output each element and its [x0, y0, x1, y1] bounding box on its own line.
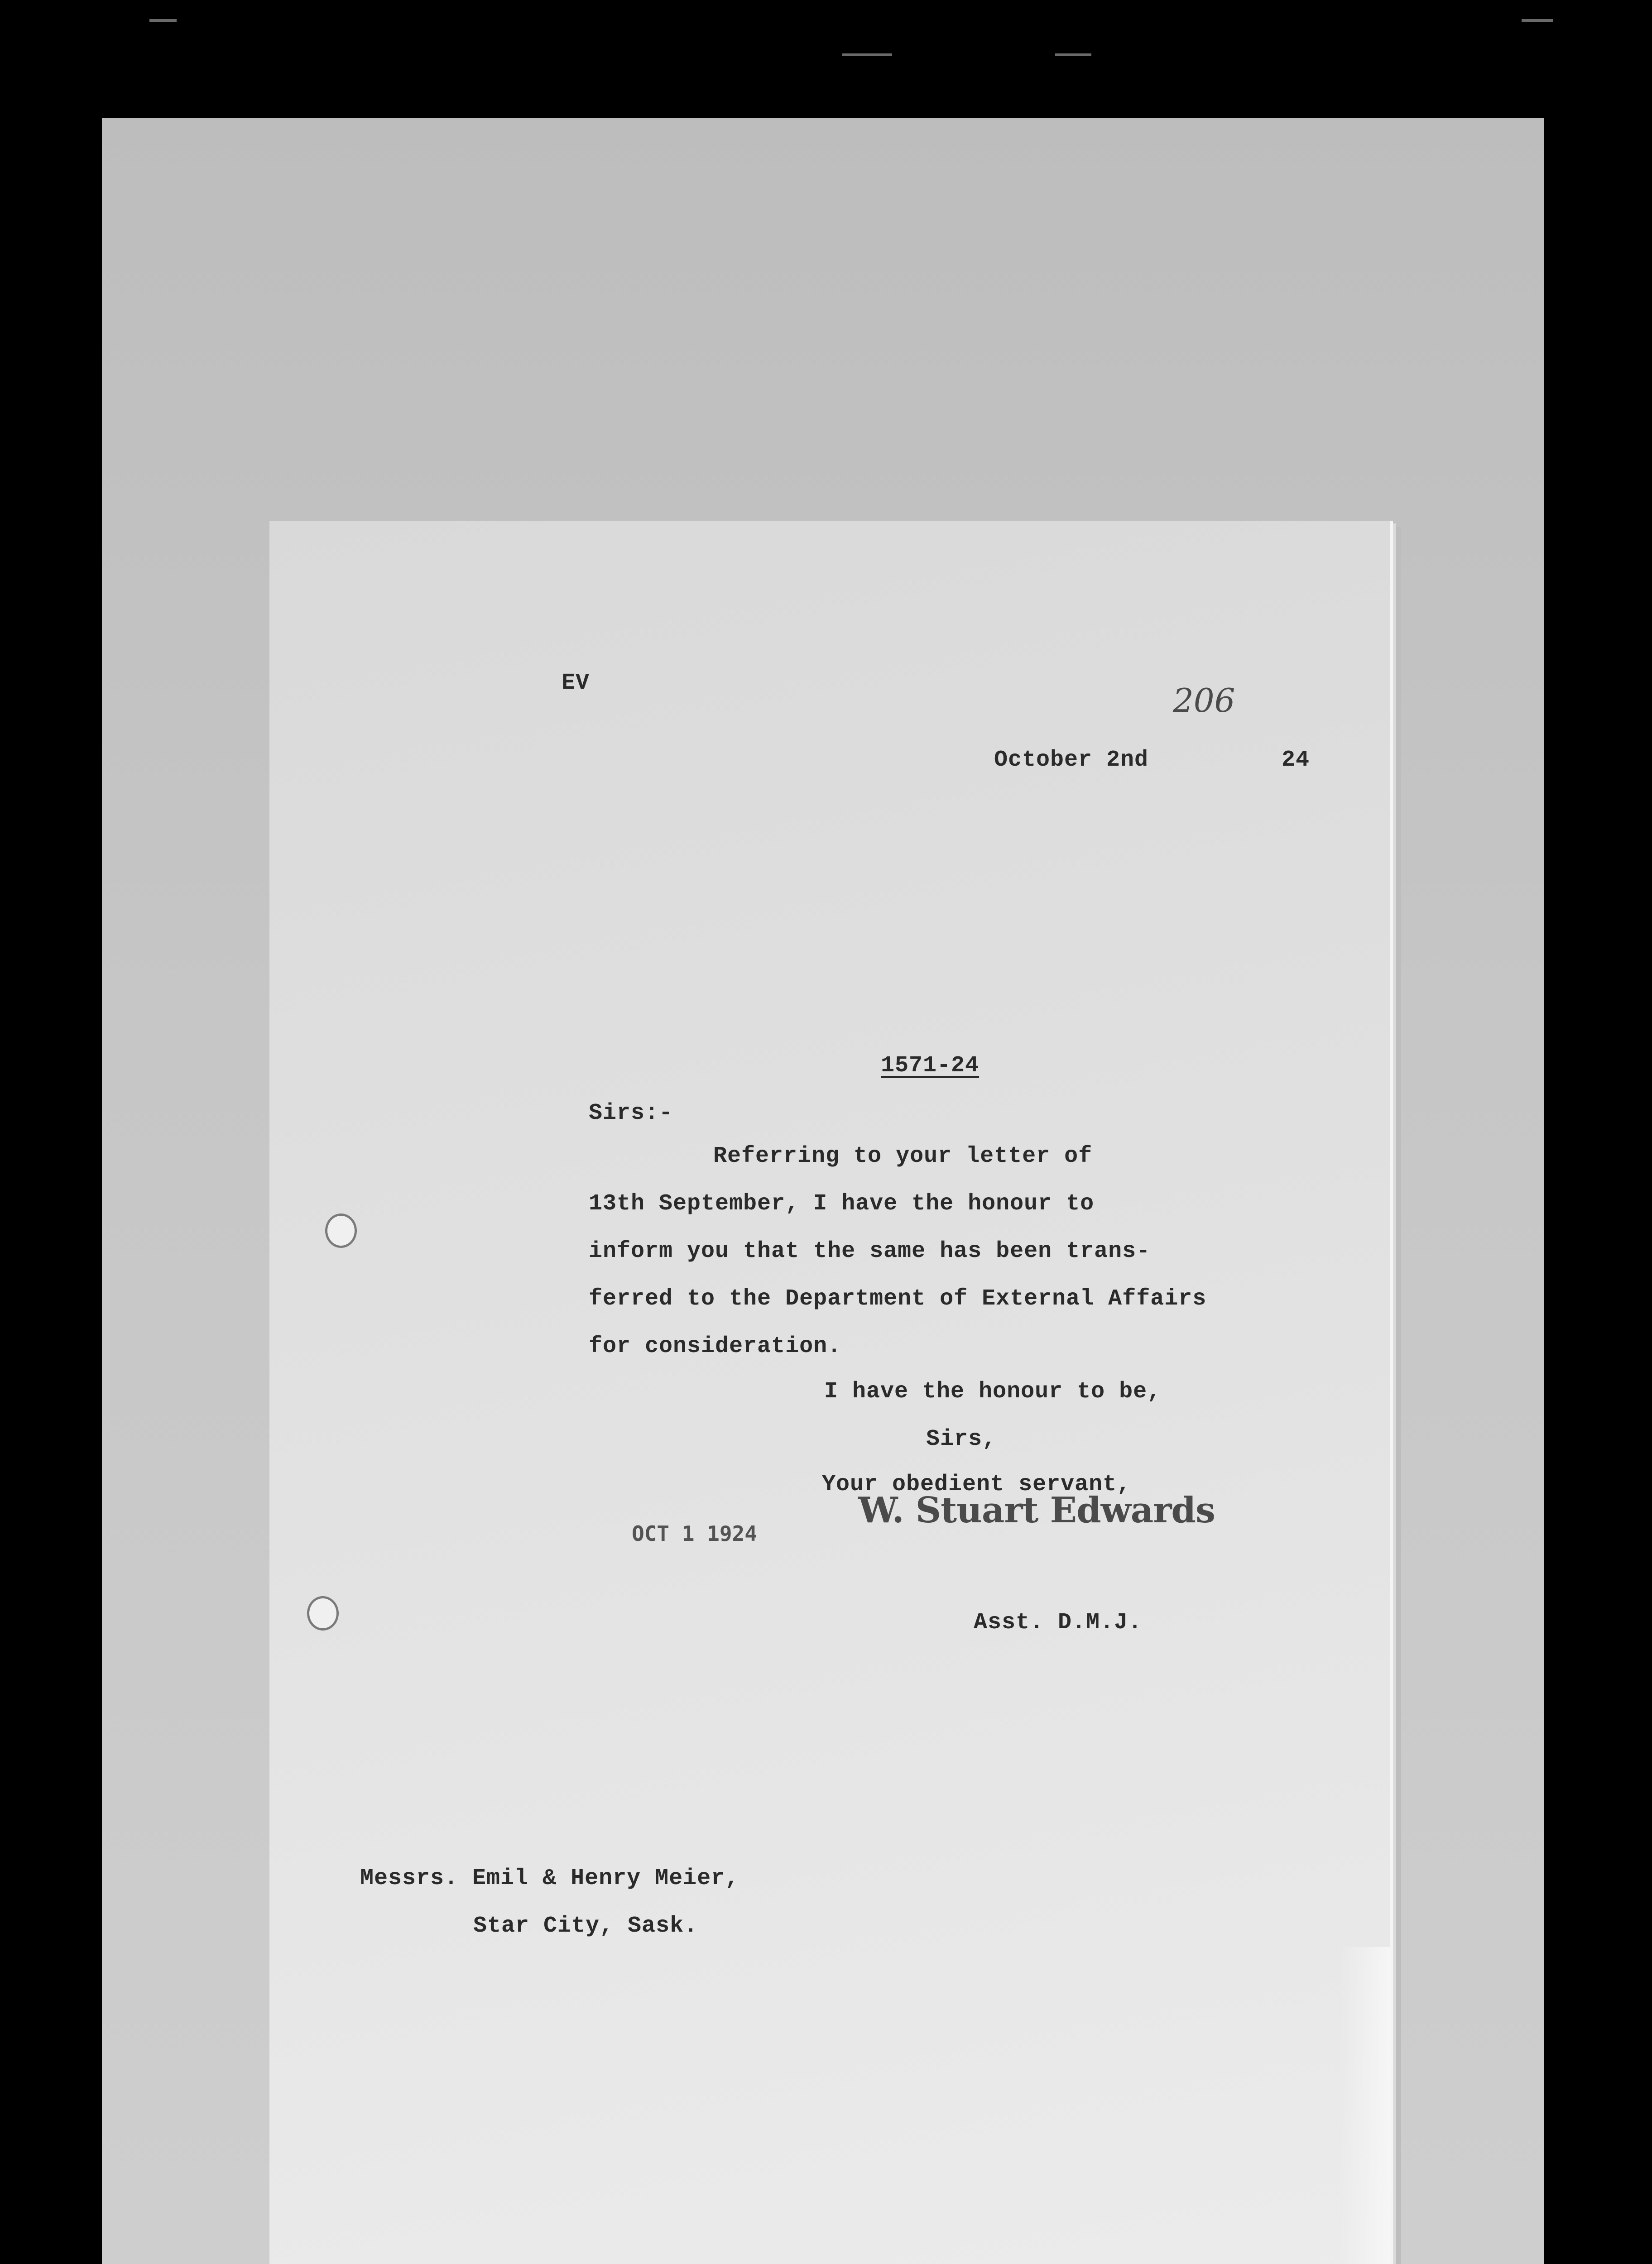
addressee-name: Messrs. Emil & Henry Meier,: [360, 1866, 740, 1891]
signature: W. Stuart Edwards: [858, 1490, 1215, 1531]
sheet-edge: [1340, 1947, 1390, 2264]
film-speck: [842, 53, 892, 56]
typist-initials: EV: [562, 670, 590, 696]
signer-title: Asst. D.M.J.: [974, 1610, 1143, 1636]
punch-hole-lower: [307, 1596, 339, 1631]
body-line: Referring to your letter of: [713, 1143, 1093, 1169]
salutation: Sirs:-: [589, 1100, 673, 1126]
body-line: inform you that the same has been trans-: [589, 1238, 1151, 1264]
closing-line: Your obedient servant,: [822, 1472, 1131, 1497]
body-line: for consideration.: [589, 1333, 842, 1359]
film-speck: [1055, 53, 1091, 56]
addressee-location: Star City, Sask.: [473, 1913, 698, 1939]
closing-line: Sirs,: [926, 1426, 997, 1452]
closing-line: I have the honour to be,: [824, 1379, 1162, 1405]
file-number: 1571-24: [881, 1053, 980, 1079]
letter-date: October 2nd: [994, 747, 1149, 773]
punch-hole-upper: [325, 1214, 357, 1248]
letter-date-year: 24: [1282, 747, 1310, 773]
date-stamp: OCT 1 1924: [632, 1521, 757, 1546]
folio-number: 206: [1173, 681, 1235, 719]
body-line: 13th September, I have the honour to: [589, 1191, 1095, 1217]
film-speck: [1522, 19, 1553, 22]
film-speck: [149, 19, 177, 22]
body-line: ferred to the Department of External Affairs: [589, 1286, 1207, 1312]
